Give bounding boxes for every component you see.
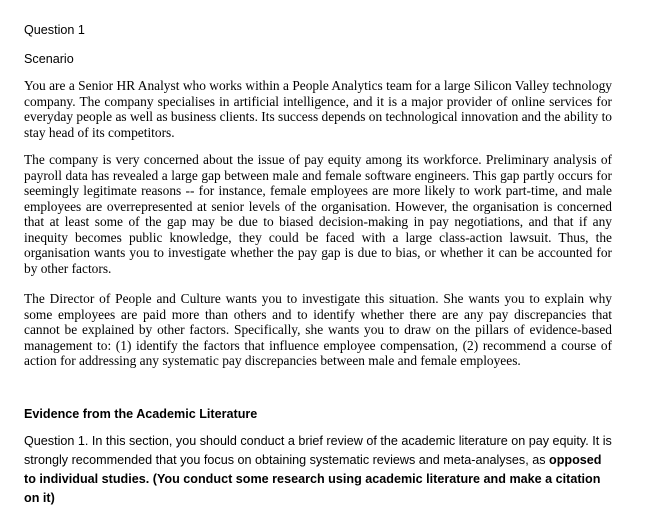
question-instructions-regular: Question 1. In this section, you should conduct a brief review of the academic literature on pay equity. It is strongly recommended that you focus on obtaining systematic reviews and meta-analyses, as: [24, 434, 612, 467]
evidence-heading: Evidence from the Academic Literature: [24, 407, 258, 421]
question-instructions-bold: opposed to individual studies. (You conduct some research using academic literature and make a citation on it): [24, 453, 602, 505]
scenario-heading: Scenario: [24, 52, 74, 66]
scenario-paragraph-3: The Director of People and Culture wants you to investigate this situation. She wants you to explain why some employees are paid more than others and to identify whether there are any pay discrepancies that cannot be explained by other factors. Specifically, she wants you to draw on the pillars of evidence-based management to: (1) identify the factors that influence employee compensation, (2) recommend a course of action for addressing any systematic pay discrepancies between male and female employees.: [24, 291, 612, 368]
scenario-paragraph-1: You are a Senior HR Analyst who works within a People Analytics team for a large Silicon Valley technology company. The company specialises in artificial intelligence, and it is a major provider of online services for everyday people as well as business clients. Its success depends on technological innovation and the ability to stay head of its competitors.: [24, 78, 612, 140]
question-title: Question 1: [24, 23, 85, 37]
scenario-paragraph-2: The company is very concerned about the issue of pay equity among its workforce. Preliminary analysis of payroll data has revealed a large gap between male and female software engineers. This gap partly occurs for seemingly legitimate reasons -- for instance, female employees are more likely to work part-time, and male employees are overrepresented at senior levels of the organisation. However, the organisation is concerned that at least some of the gap may be due to biased decision-making in pay negotiations, and that if any inequity becomes public knowledge, they could be faced with a large class-action lawsuit. Thus, the organisation wants you to investigate whether the pay gap is due to bias, or whether it can be accounted for by other factors.: [24, 152, 612, 276]
question-instructions: [24, 432, 612, 508]
